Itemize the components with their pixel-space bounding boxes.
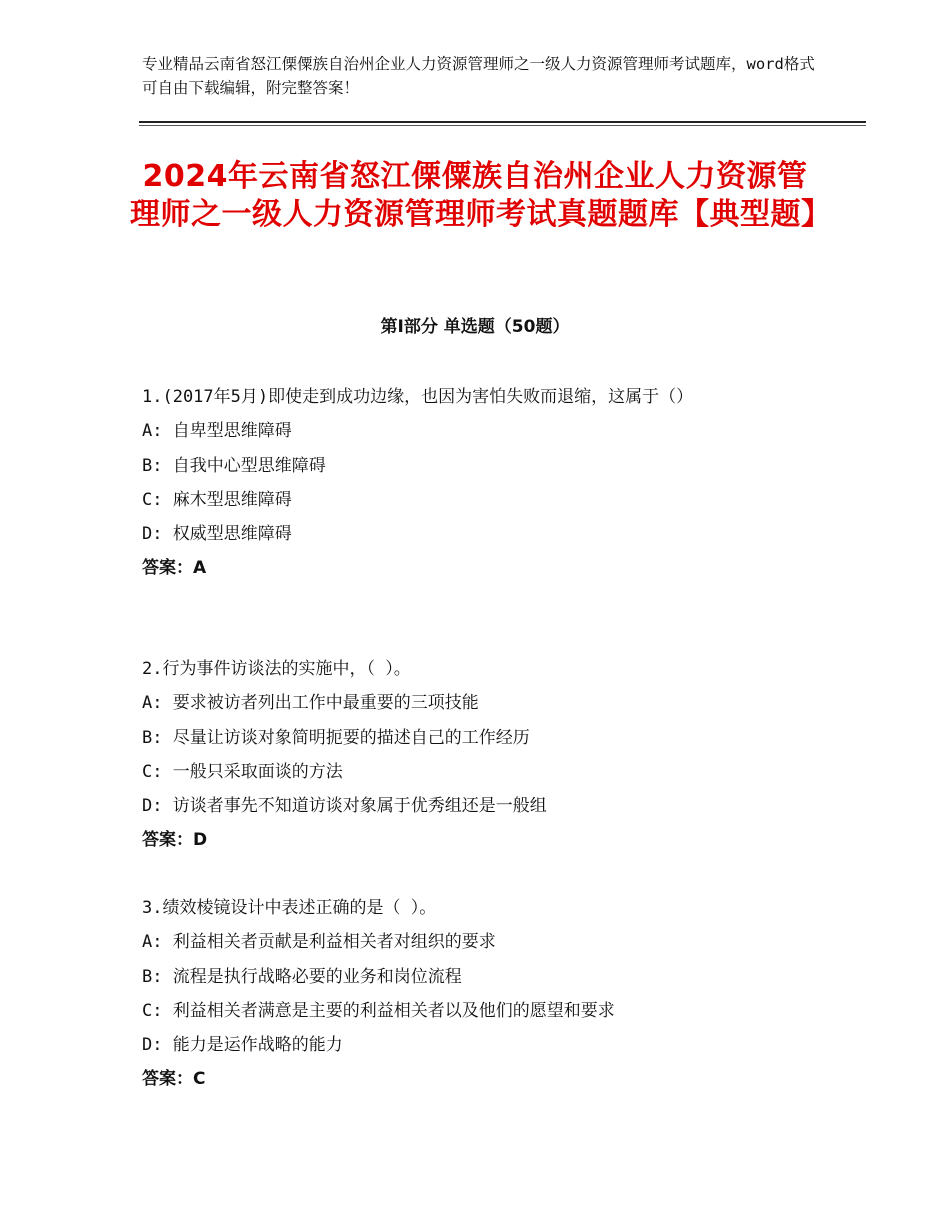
option-d: D: 权威型思维障碍 (142, 524, 292, 545)
header-rule-thick (139, 121, 866, 123)
question-stem: 1.(2017年5月)即使走到成功边缘，也因为害怕失败而退缩，这属于（） (142, 387, 694, 407)
question-3 (142, 891, 822, 1097)
document-title: 2024年云南省怒江傈僳族自治州企业人力资源管理师之一级人力资源管理师考试真题题库【典型题】 (130, 159, 832, 232)
answer: 答案：C (142, 1069, 206, 1090)
question-stem: 2.行为事件访谈法的实施中，（ ）。 (142, 659, 411, 679)
question-1 (142, 380, 822, 586)
option-c: C: 一般只采取面谈的方法 (142, 761, 343, 782)
option-b: B: 自我中心型思维障碍 (142, 455, 326, 476)
section-title: 第Ⅰ部分 单选题（50题） (380, 317, 570, 337)
option-a: A: 要求被访者列出工作中最重要的三项技能 (142, 693, 479, 714)
header-rule-thin (139, 125, 866, 126)
answer: 答案：D (142, 830, 208, 851)
option-d: D: 能力是运作战略的能力 (142, 1035, 343, 1056)
option-b: B: 流程是执行战略必要的业务和岗位流程 (142, 966, 462, 987)
question-stem: 3.绩效棱镜设计中表述正确的是（ ）。 (142, 898, 437, 918)
option-d: D: 访谈者事先不知道访谈对象属于优秀组还是一般组 (142, 796, 547, 817)
question-2 (142, 652, 822, 858)
header-note: 专业精品云南省怒江傈僳族自治州企业人力资源管理师之一级人力资源管理师考试题库，word格式可自由下载编辑，附完整答案！ (142, 55, 815, 97)
option-b: B: 尽量让访谈对象简明扼要的描述自己的工作经历 (142, 727, 530, 748)
option-a: A: 自卑型思维障碍 (142, 421, 292, 442)
option-a: A: 利益相关者贡献是利益相关者对组织的要求 (142, 932, 496, 953)
answer: 答案：A (142, 558, 207, 579)
option-c: C: 利益相关者满意是主要的利益相关者以及他们的愿望和要求 (142, 1000, 615, 1021)
option-c: C: 麻木型思维障碍 (142, 489, 292, 510)
